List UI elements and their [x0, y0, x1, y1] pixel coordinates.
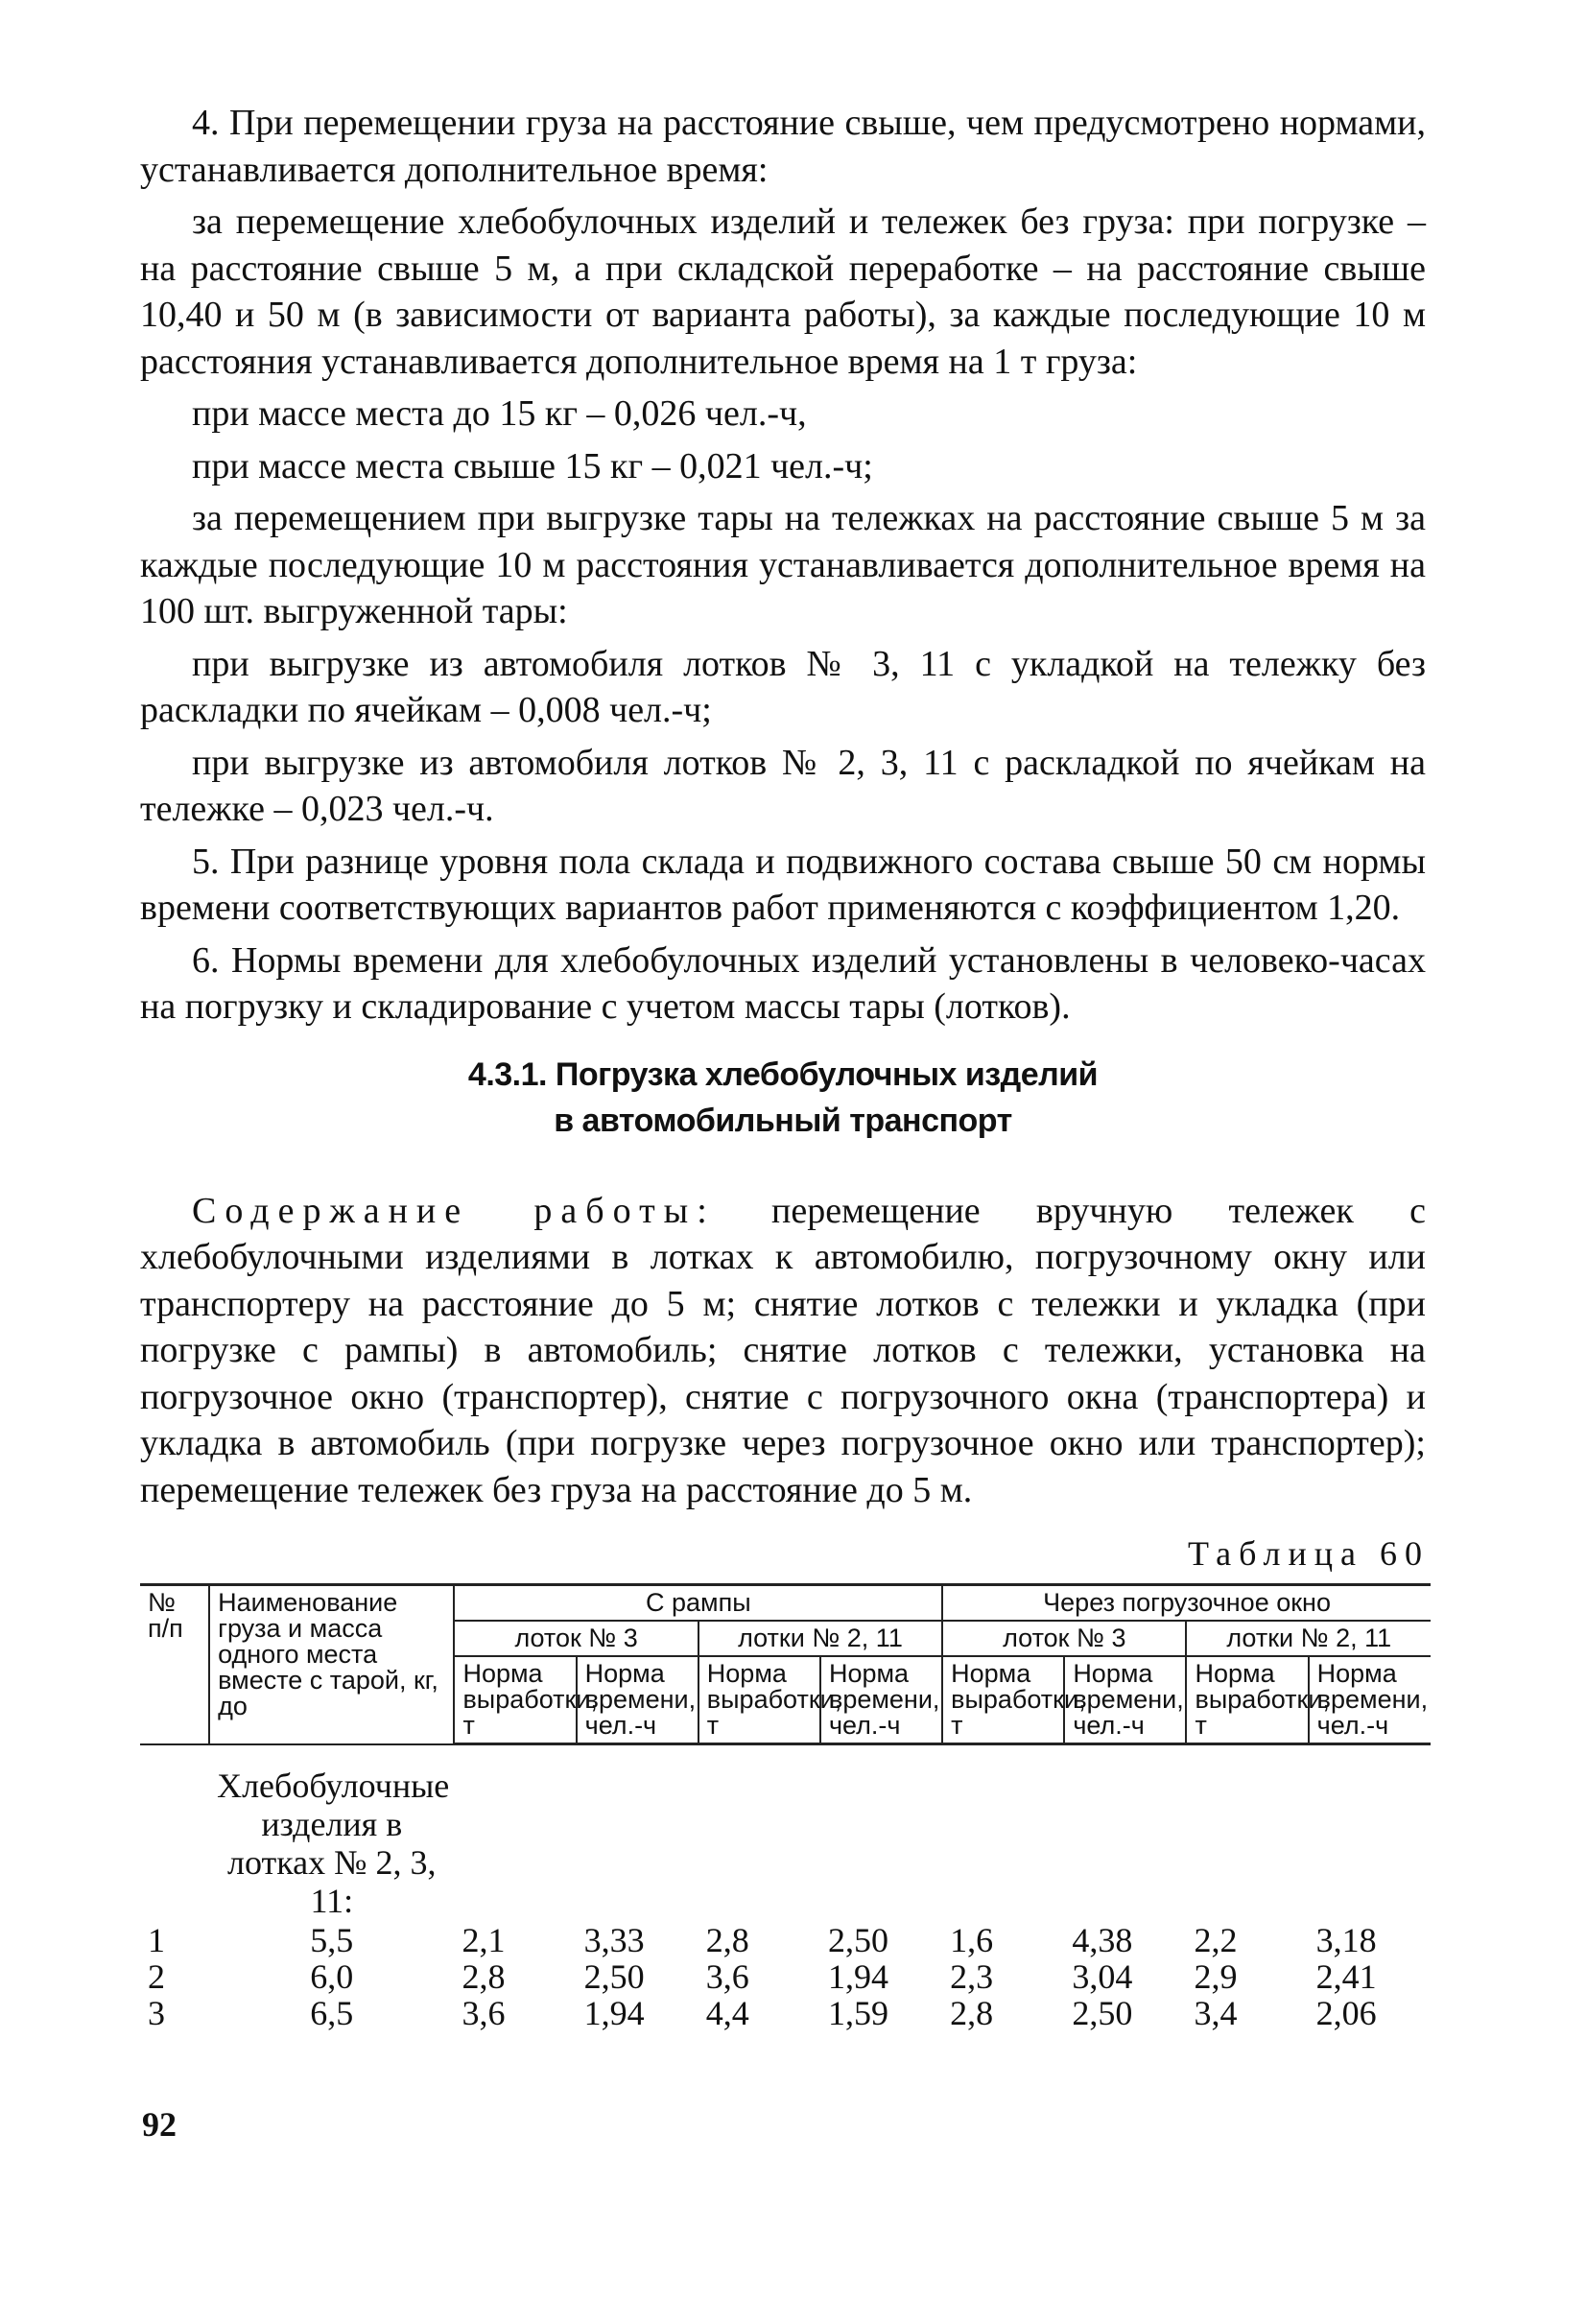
work-content-text: перемещение вручную тележек с хлебобулочными изделиями в лотках к автомобилю, погрузочному окну или транспортеру на расстояние до 5 м; снятие лотков с тележки и укладка (при погрузке с рампы) в автомобиль; снятие лотков с тележки, установка на погрузочное окно (транспортер), снятие с погрузочного окна (транспортера) и укладка в автомобиль (при погрузке через погрузочное окно или транспортер); перемещение тележек без груза на расстояние до 5 м. — [140, 1190, 1426, 1510]
table-title: Таблица 60 — [1188, 1534, 1430, 1573]
table-cell: 3,33 — [583, 1920, 645, 1959]
table-cell: 3,4 — [1194, 1993, 1238, 2032]
table-cell — [454, 1744, 1431, 1922]
row-mass: 6,0 — [310, 1956, 354, 1996]
section-heading — [140, 1052, 1426, 1144]
table-cell: 1,59 — [827, 1993, 888, 2032]
header-norm-time: Норма времени, чел.-ч — [1309, 1656, 1431, 1744]
header-group-ramp: С рампы — [454, 1585, 942, 1622]
table-cell: 3,6 — [705, 1956, 749, 1996]
paragraph-5: 5. При разнице уровня пола склада и подвижного состава свыше 50 см нормы времени соответствующих вариантов работ применяются с коэффициентом 1,20. — [140, 841, 1426, 928]
header-norm-output: Норма выработки, т — [698, 1656, 820, 1744]
table-cell: 2,50 — [583, 1956, 645, 1996]
table-group-label: Хлебобулочные изделия в лотках № 2, 3, 11: — [217, 1766, 450, 1920]
page-number: 92 — [142, 2105, 177, 2144]
table-cell: 2,50 — [827, 1920, 888, 1959]
norms-table — [140, 1583, 1431, 2031]
table-cell: 1,94 — [827, 1956, 888, 1996]
row-num: 2 — [148, 1956, 165, 1996]
paragraph-4d: за перемещением при выгрузке тары на тележках на расстояние свыше 5 м за каждые последующие 10 м расстояния устанавливается дополнительное время на 100 шт. выгруженной тары: — [140, 498, 1426, 631]
section-heading-line2: в автомобильный транспорт — [554, 1102, 1012, 1139]
header-norm-output: Норма выработки, т — [454, 1656, 576, 1744]
table-cell: 3,6 — [462, 1993, 506, 2032]
table-cell — [140, 1744, 209, 1922]
table-cell: 2,2 — [1194, 1920, 1238, 1959]
header-window-trays: лотки № 2, 11 — [1186, 1621, 1431, 1656]
table-cell: 2,3 — [950, 1956, 994, 1996]
table-cell: 2,06 — [1315, 1993, 1377, 2032]
header-group-window: Через погрузочное окно — [942, 1585, 1431, 1622]
paragraph-4: 4. При перемещении груза на расстояние свыше, чем предусмотрено нормами, устанавливается дополнительное время: — [140, 103, 1426, 190]
header-num: № п/п — [140, 1585, 209, 1744]
header-norm-output: Норма выработки, т — [1186, 1656, 1308, 1744]
paragraph-6: 6. Нормы времени для хлебобулочных изделий установлены в человеко-часах на погрузку и складирование с учетом массы тары (лотков). — [140, 939, 1426, 1027]
header-window-tray3: лоток № 3 — [942, 1621, 1186, 1656]
table-cell: 2,50 — [1072, 1993, 1133, 2032]
paragraph-4b: при массе места до 15 кг – 0,026 чел.-ч, — [192, 393, 807, 434]
table-cell: 2,8 — [462, 1956, 506, 1996]
table-cell: 4,38 — [1072, 1920, 1133, 1959]
table-row — [140, 1995, 1431, 2031]
table-group-row — [140, 1744, 1431, 1922]
header-ramp-trays: лотки № 2, 11 — [698, 1621, 942, 1656]
paragraph-4f: при выгрузке из автомобиля лотков № 2, 3, 11 с раскладкой по ячейкам на тележке – 0,023 чел.-ч. — [140, 742, 1426, 829]
paragraph-4a: за перемещение хлебобулочных изделий и тележек без груза: при погрузке – на расстояние свыше 5 м, а при складской переработке – на расстояние свыше 10,40 и 50 м (в зависимости от варианта работы), за каждые последующие 10 м расстояния устанавливается дополнительное время на 1 т груза: — [140, 202, 1426, 382]
header-norm-time: Норма времени, чел.-ч — [1064, 1656, 1186, 1744]
work-content-label: Содержание работы: — [192, 1190, 716, 1231]
row-num: 3 — [148, 1993, 165, 2032]
table-row — [140, 1922, 1431, 1958]
table-cell: 2,41 — [1315, 1956, 1377, 1996]
table-row — [140, 1958, 1431, 1995]
row-mass: 6,5 — [310, 1993, 354, 2032]
body-text — [140, 100, 1426, 1519]
paragraph-4c: при массе места свыше 15 кг – 0,021 чел.-ч; — [192, 445, 873, 486]
table-header-row-1 — [140, 1585, 1431, 1622]
table-cell: 1,94 — [583, 1993, 645, 2032]
row-mass: 5,5 — [310, 1920, 354, 1959]
header-name: Наименование груза и масса одного места вместе с тарой, кг, до — [209, 1585, 454, 1744]
header-norm-output: Норма выработки, т — [942, 1656, 1064, 1744]
paragraph-4e: при выгрузке из автомобиля лотков № 3, 11 с укладкой на тележку без раскладки по ячейкам – 0,008 чел.-ч; — [140, 643, 1426, 730]
section-heading-line1: 4.3.1. Погрузка хлебобулочных изделий — [467, 1055, 1099, 1093]
header-norm-time: Норма времени, чел.-ч — [820, 1656, 942, 1744]
row-num: 1 — [148, 1920, 165, 1959]
table-cell: 3,18 — [1315, 1920, 1377, 1959]
header-norm-time: Норма времени, чел.-ч — [577, 1656, 698, 1744]
table-cell: 3,04 — [1072, 1956, 1133, 1996]
table-cell: 2,8 — [950, 1993, 994, 2032]
header-ramp-tray3: лоток № 3 — [454, 1621, 698, 1656]
table-cell: 4,4 — [705, 1993, 749, 2032]
table-cell: 1,6 — [950, 1920, 994, 1959]
work-content-paragraph — [140, 1188, 1426, 1514]
table-cell: 2,9 — [1194, 1956, 1238, 1996]
table-cell: 2,8 — [705, 1920, 749, 1959]
table-cell: 2,1 — [462, 1920, 506, 1959]
